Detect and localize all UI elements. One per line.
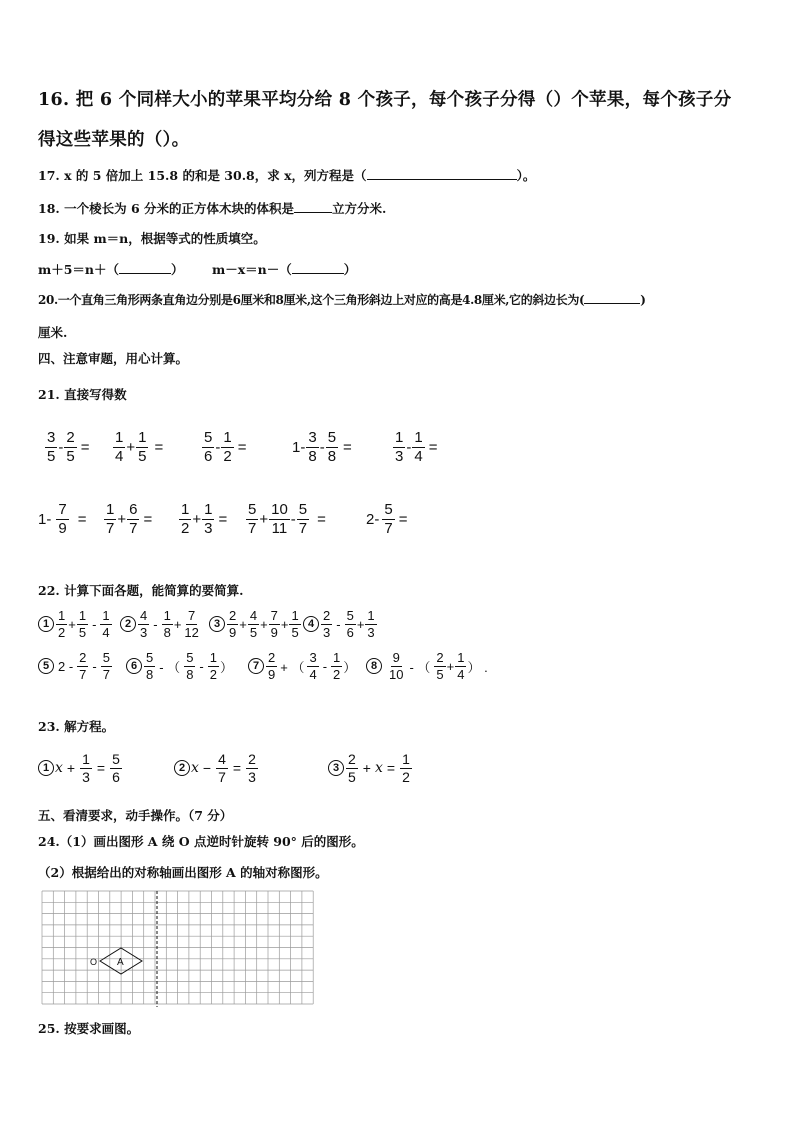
circled-number: 3 <box>209 616 225 632</box>
q21-expr-8: $\frac{1}{2}$ + $\frac{1}{3}$ = <box>181 501 228 537</box>
fraction: $\frac{1}{2}$ <box>209 650 217 682</box>
fraction: $\frac{1}{4}$ <box>115 429 124 465</box>
q19-eq1-blank[interactable] <box>119 262 171 274</box>
circled-number: 6 <box>126 658 142 674</box>
fraction: $\frac{1}{3}$ <box>395 429 404 465</box>
fraction: $\frac{6}{7}$ <box>129 501 138 537</box>
q21-expr-4: 1- $\frac{3}{8}$ - $\frac{5}{8}$ = <box>292 429 352 465</box>
fraction: $\frac{5}{8}$ <box>146 650 154 682</box>
fraction: $\frac{5}{8}$ <box>186 650 194 682</box>
q17 <box>38 166 535 184</box>
fraction: $\frac{7}{12}$ <box>184 608 199 640</box>
q19-eq2-blank[interactable] <box>292 262 344 274</box>
fraction: $\frac{1}{4}$ <box>457 650 465 682</box>
fraction: $\frac{5}{7}$ <box>248 501 257 537</box>
fraction: $\frac{5}{6}$ <box>112 751 120 785</box>
circled-number: 5 <box>38 658 54 674</box>
fraction: $\frac{1}{5}$ <box>291 608 299 640</box>
q19-eq1-text: m＋5＝n＋（ <box>38 262 120 277</box>
grid-lines <box>42 891 313 1004</box>
circled-number: 3 <box>328 760 344 776</box>
fraction: $\frac{2}{9}$ <box>268 650 276 682</box>
q20-text: 20.一个直角三角形两条直角边分别是6厘米和8厘米,这个三角形斜边上对应的高是4.8厘米,它的斜边长为( <box>38 293 585 307</box>
fraction: $\frac{1}{2}$ <box>181 501 190 537</box>
fraction: $\frac{2}{3}$ <box>248 751 256 785</box>
fraction: $\frac{1}{2}$ <box>58 608 66 640</box>
circled-number: 2 <box>120 616 136 632</box>
point-o-label: O <box>90 957 98 967</box>
fraction: $\frac{1}{5}$ <box>138 429 147 465</box>
circled-number: 2 <box>174 760 190 776</box>
fraction: $\frac{3}{8}$ <box>308 429 317 465</box>
q22-expr-3: 3 $\frac{2}{9}$ + $\frac{4}{5}$ + $\frac{7}{9}$ + $\frac{1}{5}$ <box>209 609 302 639</box>
fraction: $\frac{5}{6}$ <box>346 608 354 640</box>
fraction: $\frac{2}{9}$ <box>229 608 237 640</box>
fraction: $\frac{1}{7}$ <box>106 501 115 537</box>
q19-eq2-close: ） <box>343 262 357 277</box>
fraction: $\frac{1}{4}$ <box>102 608 110 640</box>
circled-number: 1 <box>38 760 54 776</box>
q21-expr-3: $\frac{5}{6}$ - $\frac{1}{2}$ = <box>204 429 247 465</box>
q20-answer-blank[interactable] <box>584 292 640 304</box>
q22-title: 22. 计算下面各题，能简算的要简算. <box>38 583 244 598</box>
q16-line2: 得这些苹果的（）。 <box>38 130 190 150</box>
q25: 25. 按要求画图。 <box>38 1021 140 1036</box>
circled-number: 7 <box>248 658 264 674</box>
q22-expr-6: 6 $\frac{5}{8}$ - （ $\frac{5}{8}$ - $\frac{1}{2}$ ） <box>126 651 233 681</box>
q24-line1: 24.（1）画出图形 A 绕 O 点逆时针旋转 90° 后的图形。 <box>38 834 364 849</box>
fraction: $\frac{1}{2}$ <box>402 751 410 785</box>
q19-text: 19. 如果 m＝n，根据等式的性质填空。 <box>38 231 266 246</box>
fraction: $\frac{1}{2}$ <box>223 429 232 465</box>
fraction: $\frac{2}{5}$ <box>348 751 356 785</box>
q20 <box>38 291 646 308</box>
q22-expr-2: 2 $\frac{4}{3}$ - $\frac{1}{8}$ + $\frac{7}{12}$ <box>120 609 202 639</box>
q23-equation-2: 2 x − $\frac{4}{7}$ = $\frac{2}{3}$ <box>174 752 259 784</box>
fraction: $\frac{1}{8}$ <box>163 608 171 640</box>
q21-expr-10: 2- $\frac{5}{7}$ = <box>366 501 408 537</box>
q17-text: 17. x 的 5 倍加上 15.8 的和是 30.8，求 x，列方程是（ <box>38 168 367 183</box>
q22-expr-8: 8 $\frac{9}{10}$ - （ $\frac{2}{5}$ + $\frac{1}{4}$ ） . <box>366 651 488 681</box>
fraction: $\frac{7}{9}$ <box>58 501 67 537</box>
q21-expr-5: $\frac{1}{3}$ - $\frac{1}{4}$ = <box>395 429 438 465</box>
q21-title: 21. 直接写得数 <box>38 387 127 402</box>
fraction: $\frac{2}{5}$ <box>436 650 444 682</box>
q18-answer-blank[interactable] <box>294 201 332 213</box>
q24-line2: （2）根据给出的对称轴画出图形 A 的轴对称图形。 <box>38 865 328 880</box>
circled-number: 8 <box>366 658 382 674</box>
fraction: $\frac{2}{7}$ <box>79 650 87 682</box>
q21-expr-9: $\frac{5}{7}$ + $\frac{10}{11}$ - $\frac{5}{7}$ = <box>248 501 326 537</box>
q23-equation-1: 1 x + $\frac{1}{3}$ = $\frac{5}{6}$ <box>38 752 123 784</box>
fraction: $\frac{4}{7}$ <box>218 751 226 785</box>
section-4-heading: 四、注意审题，用心计算。 <box>38 351 189 366</box>
fraction: $\frac{4}{3}$ <box>140 608 148 640</box>
q19-eq1 <box>38 260 184 278</box>
fraction: $\frac{3}{4}$ <box>309 650 317 682</box>
fraction: $\frac{3}{5}$ <box>47 429 56 465</box>
fraction: $\frac{1}{4}$ <box>414 429 423 465</box>
fraction: $\frac{1}{2}$ <box>333 650 341 682</box>
q18 <box>38 199 386 217</box>
circled-number: 1 <box>38 616 54 632</box>
fraction: $\frac{1}{5}$ <box>78 608 87 640</box>
q20-close: ) <box>640 293 646 307</box>
q23-title: 23. 解方程。 <box>38 719 115 734</box>
fraction: $\frac{1}{3}$ <box>204 501 213 537</box>
q21-expr-7: $\frac{1}{7}$ + $\frac{6}{7}$ = <box>106 501 153 537</box>
fraction: $\frac{1}{3}$ <box>367 608 375 640</box>
fraction: $\frac{1}{3}$ <box>82 751 90 785</box>
fraction: $\frac{2}{5}$ <box>66 429 75 465</box>
shape-a-label: A <box>117 957 124 968</box>
q17-answer-blank[interactable] <box>367 168 517 180</box>
q19-eq2 <box>212 260 356 278</box>
q23-equation-3: 3 $\frac{2}{5}$ + x = $\frac{1}{2}$ <box>328 752 413 784</box>
fraction: $\frac{5}{6}$ <box>204 429 213 465</box>
q19-eq1-close: ） <box>171 262 184 277</box>
fraction: $\frac{5}{7}$ <box>102 650 110 682</box>
fraction: $\frac{5}{7}$ <box>384 501 393 537</box>
q21-expr-6: 1- $\frac{7}{9}$ = <box>38 501 87 537</box>
q17-end: ）。 <box>516 168 536 183</box>
q22-expr-1: 1 $\frac{1}{2}$ + $\frac{1}{5}$ - $\frac{1}{4}$ <box>38 609 113 639</box>
fraction: $\frac{9}{10}$ <box>389 650 404 682</box>
q20-line2: 厘米. <box>38 325 68 340</box>
fraction: $\frac{5}{7}$ <box>298 501 308 537</box>
fraction: $\frac{4}{5}$ <box>249 608 258 640</box>
q22-expr-4: 4 $\frac{2}{3}$ - $\frac{5}{6}$ + $\frac{1}{3}$ <box>303 609 378 639</box>
q21-expr-2: $\frac{1}{4}$ + $\frac{1}{5}$ = <box>115 429 164 465</box>
fraction: $\frac{2}{3}$ <box>323 608 331 640</box>
q18-end: 立方分米. <box>332 201 387 216</box>
q16-line1: 16. 把 6 个同样大小的苹果平均分给 8 个孩子，每个孩子分得（）个苹果，每个孩子分 <box>38 90 732 110</box>
section-5-heading: 五、看清要求，动手操作。（7 分） <box>38 808 233 823</box>
drawing-grid[interactable] <box>40 889 316 1009</box>
q19-eq2-text: m－x＝n－（ <box>212 262 292 277</box>
fraction: $\frac{5}{8}$ <box>327 429 337 465</box>
q21-expr-1: $\frac{3}{5}$ - $\frac{2}{5}$ = <box>47 429 90 465</box>
circled-number: 4 <box>303 616 319 632</box>
q22-expr-7: 7 $\frac{2}{9}$ + （ $\frac{3}{4}$ - $\frac{1}{2}$ ） <box>248 651 356 681</box>
q18-text: 18. 一个棱长为 6 分米的正方体木块的体积是 <box>38 201 295 216</box>
q22-expr-5: 5 2 - $\frac{2}{7}$ - $\frac{5}{7}$ <box>38 651 113 681</box>
fraction: $\frac{10}{11}$ <box>271 501 288 537</box>
fraction: $\frac{7}{9}$ <box>270 608 278 640</box>
